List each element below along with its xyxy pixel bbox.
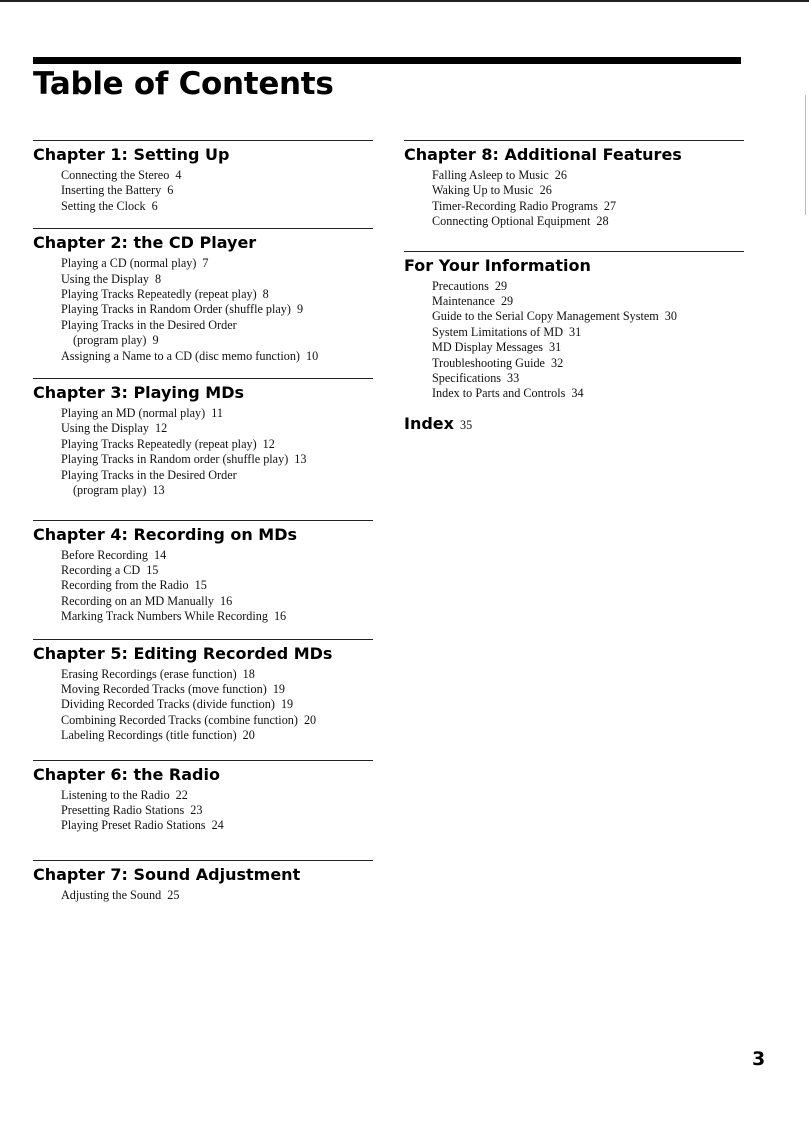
toc-entry[interactable] — [432, 168, 744, 183]
toc-entry[interactable] — [432, 183, 744, 198]
section-title[interactable]: Chapter 3: Playing MDs — [33, 383, 245, 403]
toc-entry[interactable] — [61, 609, 373, 624]
toc-entry[interactable] — [61, 421, 373, 436]
entry-page: 10 — [305, 348, 319, 363]
toc-entry[interactable] — [61, 548, 373, 563]
toc-entry[interactable] — [61, 888, 373, 903]
toc-entry[interactable] — [61, 563, 373, 578]
toc-section-for-your-information — [404, 251, 744, 402]
toc-entry[interactable] — [432, 325, 744, 340]
entry-text: Setting the Clock — [61, 198, 146, 213]
entry-text: Precautions — [432, 278, 489, 293]
entry-text: Playing Tracks in the Desired Order — [61, 467, 237, 482]
entry-page: 13 — [152, 483, 165, 498]
top-border-line — [0, 0, 809, 2]
entry-page: 4 — [175, 168, 182, 182]
entry-text: MD Display Messages — [432, 340, 544, 355]
entry-page: 20 — [242, 728, 255, 743]
entry-list — [33, 406, 373, 498]
entry-page: 16 — [220, 593, 233, 608]
entry-page: 16 — [273, 609, 287, 624]
entry-list — [33, 888, 373, 903]
toc-section-chapter-8 — [404, 140, 744, 230]
toc-entry-continuation[interactable] — [61, 483, 373, 498]
entry-text: Waking Up to Music — [432, 183, 534, 198]
section-title[interactable]: Chapter 1: Setting Up — [33, 145, 230, 164]
entry-text: (program play) — [73, 483, 147, 498]
entry-list — [404, 279, 744, 402]
section-title[interactable]: Chapter 5: Editing Recorded MDs — [33, 643, 333, 663]
entry-page: 19 — [280, 697, 294, 712]
section-title[interactable]: Chapter 8: Additional Features — [404, 145, 682, 164]
entry-page: 14 — [153, 547, 167, 562]
entry-page: 27 — [603, 198, 617, 213]
entry-page: 24 — [211, 818, 224, 833]
toc-entry-continuation[interactable] — [61, 333, 373, 348]
entry-page: 6 — [151, 198, 158, 213]
entry-page: 25 — [167, 887, 180, 902]
index-page: 35 — [459, 417, 473, 432]
entry-text: Marking Track Numbers While Recording — [61, 609, 268, 624]
toc-entry[interactable] — [61, 682, 373, 697]
entry-text: Timer-Recording Radio Programs — [432, 198, 598, 213]
title-rule — [33, 57, 741, 64]
entry-page: 30 — [664, 309, 677, 324]
toc-entry[interactable] — [61, 468, 373, 483]
entry-page: 33 — [507, 371, 520, 386]
entry-text: Troubleshooting Guide — [432, 355, 545, 370]
entry-page: 34 — [571, 386, 584, 401]
toc-entry[interactable] — [61, 272, 373, 287]
entry-list — [33, 667, 373, 744]
entry-page: 12 — [155, 421, 168, 436]
toc-entry[interactable] — [61, 302, 373, 317]
entry-list — [404, 168, 744, 230]
entry-text: Using the Display — [61, 421, 150, 436]
toc-entry[interactable] — [61, 452, 373, 467]
toc-entry[interactable] — [432, 386, 744, 401]
entry-page: 18 — [242, 666, 255, 681]
entry-text: System Limitations of MD — [432, 324, 564, 339]
entry-text: Recording from the Radio — [61, 578, 189, 593]
toc-entry[interactable] — [61, 803, 373, 818]
entry-page: 12 — [262, 436, 275, 451]
toc-entry[interactable] — [61, 788, 373, 803]
entry-text: Dividing Recorded Tracks (divide function) — [61, 697, 275, 712]
toc-entry[interactable] — [61, 728, 373, 743]
entry-page: 8 — [155, 271, 162, 286]
entry-text: Guide to the Serial Copy Management System — [432, 309, 659, 324]
toc-entry[interactable] — [61, 287, 373, 302]
entry-text: Recording a CD — [61, 562, 141, 577]
entry-text: Recording on an MD Manually — [61, 593, 214, 608]
entry-text: Playing Preset Radio Stations — [61, 818, 206, 833]
entry-page: 13 — [294, 452, 307, 467]
entry-page: 9 — [152, 333, 159, 348]
section-title[interactable]: Chapter 7: Sound Adjustment — [33, 864, 301, 884]
toc-entry[interactable] — [432, 356, 744, 371]
entry-text: Connecting Optional Equipment — [432, 214, 591, 229]
toc-section-chapter-5 — [33, 639, 373, 744]
toc-entry[interactable] — [61, 183, 373, 198]
entry-page: 29 — [494, 278, 508, 293]
toc-entry[interactable] — [61, 594, 373, 609]
toc-entry[interactable] — [61, 578, 373, 593]
entry-page: 7 — [202, 256, 209, 271]
toc-entry[interactable] — [432, 214, 744, 229]
entry-page: 15 — [194, 578, 207, 593]
toc-section-chapter-3 — [33, 378, 373, 498]
right-column — [404, 140, 744, 434]
entry-text: Index to Parts and Controls — [432, 386, 566, 401]
toc-section-chapter-4 — [33, 520, 373, 625]
toc-entry[interactable] — [432, 340, 744, 355]
entry-text: Playing a CD (normal play) — [61, 256, 197, 271]
entry-text: Playing Tracks in the Desired Order — [61, 317, 237, 332]
entry-text: (program play) — [73, 333, 147, 348]
entry-page: 23 — [190, 802, 203, 817]
entry-text: Before Recording — [61, 547, 148, 562]
entry-text: Listening to the Radio — [61, 787, 170, 802]
toc-entry[interactable] — [61, 697, 373, 712]
toc-entry[interactable] — [432, 294, 744, 309]
entry-page: 31 — [549, 340, 562, 355]
toc-entry[interactable] — [432, 279, 744, 294]
entry-list — [33, 168, 373, 214]
section-title[interactable]: Chapter 2: the CD Player — [33, 233, 257, 253]
entry-page: 6 — [167, 183, 174, 198]
page-number: 3 — [752, 1048, 766, 1070]
toc-entry[interactable] — [61, 256, 373, 271]
entry-list — [33, 256, 373, 364]
toc-entry[interactable] — [432, 199, 744, 214]
entry-text: Adjusting the Sound — [61, 887, 162, 902]
entry-page: 19 — [272, 681, 285, 696]
toc-section-chapter-2 — [33, 228, 373, 364]
entry-list — [33, 548, 373, 625]
toc-section-chapter-6 — [33, 760, 373, 834]
entry-text: Specifications — [432, 371, 502, 386]
toc-entry[interactable] — [432, 371, 744, 386]
entry-text: Presetting Radio Stations — [61, 802, 185, 817]
entry-page: 20 — [303, 712, 317, 727]
toc-entry[interactable] — [61, 168, 373, 183]
section-title[interactable]: Chapter 4: Recording on MDs — [33, 524, 298, 544]
entry-text: Playing Tracks in Random Order (shuffle play) — [61, 302, 291, 317]
toc-entry[interactable] — [61, 437, 373, 452]
entry-page: 9 — [296, 302, 304, 317]
toc-entry[interactable] — [61, 713, 373, 728]
entry-page: 15 — [146, 562, 159, 577]
entry-page: 26 — [554, 168, 567, 182]
entry-page: 8 — [262, 287, 269, 302]
page-edge-mark — [805, 95, 806, 215]
entry-text: Playing Tracks Repeatedly (repeat play) — [61, 436, 257, 451]
entry-text: Playing Tracks Repeatedly (repeat play) — [61, 287, 257, 302]
toc-entry[interactable] — [61, 318, 373, 333]
entry-list — [33, 788, 373, 834]
entry-text: Moving Recorded Tracks (move function) — [61, 681, 267, 696]
entry-page: 11 — [211, 406, 223, 421]
entry-text: Playing an MD (normal play) — [61, 406, 206, 421]
toc-entry[interactable] — [61, 406, 373, 421]
toc-entry[interactable] — [61, 349, 373, 364]
toc-entry[interactable] — [432, 309, 744, 324]
section-title[interactable]: Chapter 6: the Radio — [33, 764, 220, 784]
page-title: Table of Contents — [33, 66, 334, 102]
toc-index-entry[interactable] — [404, 414, 744, 434]
entry-text: Labeling Recordings (title function) — [61, 728, 237, 743]
toc-section-chapter-7 — [33, 860, 373, 903]
entry-page: 22 — [175, 787, 188, 802]
entry-text: Falling Asleep to Music — [432, 168, 549, 182]
entry-text: Combining Recorded Tracks (combine function) — [61, 712, 298, 727]
toc-entry[interactable] — [61, 818, 373, 833]
entry-text: Using the Display — [61, 271, 150, 286]
toc-entry[interactable] — [61, 667, 373, 682]
entry-text: Connecting the Stereo — [61, 168, 170, 182]
left-column — [33, 140, 373, 903]
entry-page: 31 — [569, 324, 582, 339]
entry-page: 32 — [550, 355, 564, 370]
entry-text: Assigning a Name to a CD (disc memo function) — [61, 348, 300, 363]
entry-text: Inserting the Battery — [61, 183, 162, 198]
toc-entry[interactable] — [61, 199, 373, 214]
section-title[interactable]: For Your Information — [404, 255, 591, 275]
entry-page: 29 — [500, 294, 514, 309]
toc-section-chapter-1 — [33, 140, 373, 214]
entry-text: Playing Tracks in Random order (shuffle play) — [61, 452, 289, 467]
index-title: Index — [404, 413, 454, 433]
entry-text: Erasing Recordings (erase function) — [61, 666, 237, 681]
entry-text: Maintenance — [432, 294, 495, 309]
entry-page: 28 — [596, 214, 609, 229]
entry-page: 26 — [539, 183, 552, 198]
